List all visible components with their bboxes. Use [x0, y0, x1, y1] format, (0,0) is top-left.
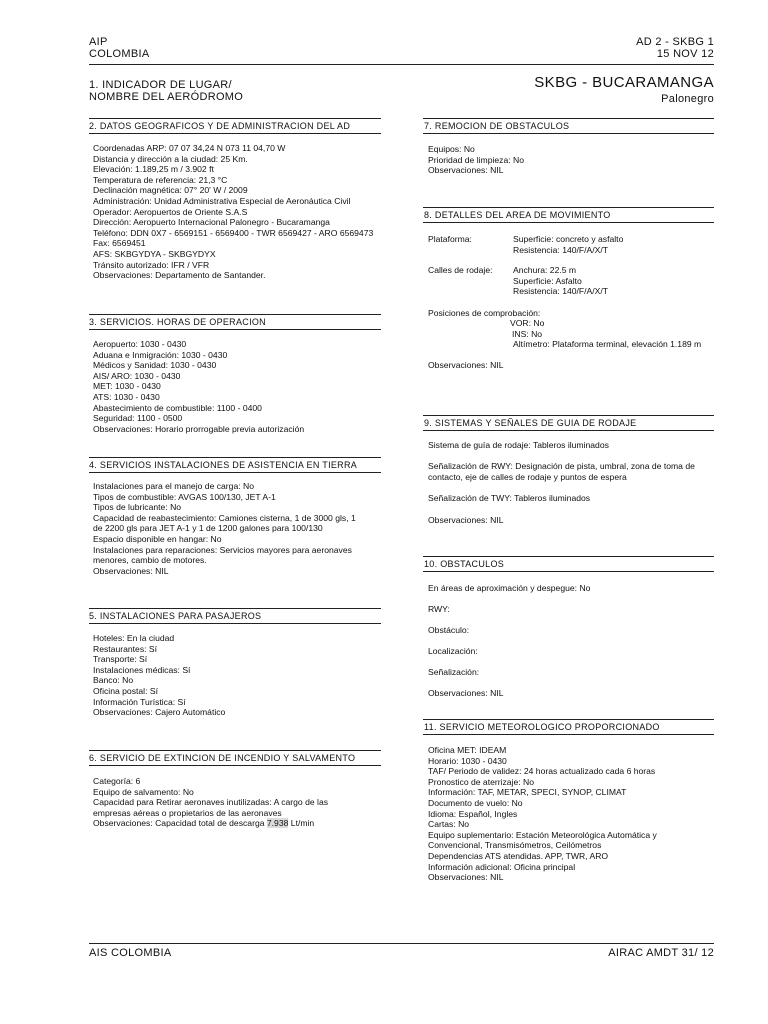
s8-altimetro: Altímetro: Plataforma terminal, elevación 1.189 m	[513, 339, 702, 350]
s4-top-rule	[89, 457, 381, 458]
location-indicator-heading	[89, 79, 243, 103]
section-6-body	[93, 776, 328, 829]
s10-line: Localización:	[428, 646, 478, 656]
s4-line: Tipos de lubricante: No	[93, 502, 182, 513]
section-11-body	[428, 745, 657, 883]
header-left	[89, 36, 149, 60]
s11-line: Convencional, Transmisómetros, Ceilómetros	[428, 840, 602, 851]
header-country: COLOMBIA	[89, 48, 150, 60]
s4-line: menores, cambio de motores.	[93, 555, 207, 566]
s2-line: Dirección: Aeropuerto Internacional Palonegro - Bucaramanga	[93, 217, 330, 228]
s8-bottom-rule	[423, 222, 714, 223]
s3-line: Médicos y Sanidad: 1030 - 0430	[93, 360, 217, 371]
s11-line: Cartas: No	[428, 819, 470, 830]
s2-line: Fax: 6569451	[93, 238, 146, 249]
s5-line: Restaurantes: Sí	[93, 643, 158, 654]
s11-line: Horario: 1030 - 0430	[428, 755, 507, 766]
section-7-body	[428, 144, 524, 176]
s2-line: Teléfono: DDN 0X7 - 6569151 - 6569400 - TWR 6569427 - ARO 6569473	[93, 227, 374, 238]
s2-line: Tránsito autorizado: IFR / VFR	[93, 259, 210, 270]
s3-line: Aeropuerto: 1030 - 0430	[93, 339, 187, 349]
s5-line: Instalaciones médicas: Sí	[93, 664, 191, 675]
s2-top-rule	[89, 118, 381, 119]
s11-line: Idioma: Español, Ingles	[428, 808, 518, 819]
s2-line: AFS: SKBGYDYA - SKBGYDYX	[93, 248, 216, 259]
s2-line: Distancia y dirección a la ciudad: 25 Km.	[93, 153, 248, 164]
s3-bottom-rule	[89, 329, 381, 330]
s5-line: Información Turística: Sí	[93, 696, 186, 707]
s2-line: Observaciones: Departamento de Santander.	[93, 270, 266, 281]
aerodrome-name: Palonegro	[661, 93, 714, 105]
s9-rwy-line2: contacto, eje de calles de rodaje y puntos de espera	[428, 471, 627, 482]
header-date: 15 NOV 12	[656, 48, 714, 60]
s6-line: empresas aéreas o propietarios de las aeronaves	[93, 807, 282, 818]
section-11-title: 11. SERVICIO METEOROLOGICO PROPORCIONADO	[424, 722, 660, 732]
s2-line: Elevación: 1.189,25 m / 3.902 ft	[93, 164, 214, 175]
s7-bottom-rule	[423, 133, 714, 134]
location-indicator-line1: 1. INDICADOR DE LUGAR/	[89, 79, 232, 91]
s2-line: Operador: Aeropuertos de Oriente S.A.S	[93, 206, 248, 217]
s6-line: Capacidad para Retirar aeronaves inutilizadas: A cargo de las	[93, 797, 329, 808]
section-9-title: 9. SISTEMAS Y SEÑALES DE GUIA DE RODAJE	[424, 418, 637, 428]
s2-bottom-rule	[89, 133, 381, 134]
s3-top-rule	[89, 314, 381, 315]
s9-bottom-rule	[423, 430, 714, 431]
section-8-title: 8. DETALLES DEL AREA DE MOVIMIENTO	[424, 210, 611, 220]
s11-line: Oficina MET: IDEAM	[428, 745, 507, 755]
s4-line: Instalaciones para el manejo de carga: No	[93, 481, 254, 491]
section-2-body	[93, 143, 373, 281]
aerodrome-code-title: SKBG - BUCARAMANGA	[534, 74, 714, 91]
s4-line: Observaciones: NIL	[93, 565, 169, 576]
s10-bottom-rule	[423, 571, 714, 572]
section-5-title: 5. INSTALACIONES PARA PASAJEROS	[89, 611, 262, 621]
section-7-title: 7. REMOCION DE OBSTACULOS	[424, 121, 570, 131]
section-6-title: 6. SERVICIO DE EXTINCION DE INCENDIO Y SALVAMENTO	[89, 753, 356, 763]
s8-calles-surface: Superficie: Asfalto	[513, 275, 582, 286]
s8-ins: INS: No	[512, 328, 543, 339]
s3-line: ATS: 1030 - 0430	[93, 391, 160, 402]
s7-line: Prioridad de limpieza: No	[428, 154, 525, 165]
s8-plat-resist: Resistencia: 140/F/A/X/T	[513, 244, 609, 255]
s9-observations: Observaciones: NIL	[428, 515, 504, 525]
s7-line: Equipos: No	[428, 144, 475, 154]
header-right	[636, 36, 714, 60]
s3-line: Observaciones: Horario prorrogable previa autorización	[93, 423, 305, 434]
s8-plataforma-label: Plataforma:	[428, 234, 472, 244]
s4-line: Instalaciones para reparaciones: Servicios mayores para aeronaves	[93, 544, 352, 555]
footer-left: AIS COLOMBIA	[89, 947, 172, 959]
s6-obs-prefix: Observaciones: Capacidad total de descarga	[93, 818, 267, 829]
s8-plat-surface: Superficie: concreto y asfalto	[513, 234, 624, 244]
section-2-title: 2. DATOS GEOGRAFICOS Y DE ADMINISTRACION DEL AD	[89, 121, 351, 131]
s8-top-rule	[423, 207, 714, 208]
s9-guia: Sistema de guía de rodaje: Tableros iluminados	[428, 440, 609, 450]
s3-line: AIS/ ARO: 1030 - 0430	[93, 370, 181, 381]
s9-rwy-signage	[428, 461, 695, 482]
s5-line: Transporte: Sí	[93, 654, 148, 665]
s4-line: de 2200 gls para JET A-1 y 1 de 1200 galones para 100/130	[93, 523, 323, 534]
s6-observations-line	[93, 818, 328, 829]
s8-calles-width: Anchura: 22.5 m	[513, 265, 577, 275]
s10-line: Obstáculo:	[428, 625, 470, 635]
s6-obs-suffix: Lt/min	[288, 818, 315, 829]
s9-top-rule	[423, 415, 714, 416]
header-page-id: AD 2 - SKBG 1	[636, 36, 714, 48]
discharge-capacity-highlight: 7.938	[266, 818, 289, 829]
s8-calles-label: Calles de rodaje:	[428, 265, 493, 275]
s11-top-rule	[423, 719, 714, 720]
s4-line: Tipos de combustible: AVGAS 100/130, JET A-1	[93, 491, 276, 502]
s11-line: Pronostico de aterrizaje: No	[428, 776, 535, 787]
s5-bottom-rule	[89, 623, 381, 624]
s8-vor: VOR: No	[510, 318, 545, 328]
s8-calles-resist: Resistencia: 140/F/A/X/T	[513, 286, 609, 297]
section-3-body	[93, 339, 304, 434]
s3-line: Abastecimiento de combustible: 1100 - 0400	[93, 402, 262, 413]
footer-right: AIRAC AMDT 31/ 12	[608, 947, 714, 959]
s2-line: Declinación magnética: 07° 20' W / 2009	[93, 185, 248, 196]
s3-line: MET: 1030 - 0430	[93, 381, 161, 392]
s2-line: Administración: Unidad Administrativa Especial de Aeronáutica Civil	[93, 195, 351, 206]
s7-line: Observaciones: NIL	[428, 165, 504, 176]
s11-line: TAF/ Periodo de validez: 24 horas actualizado cada 6 horas	[428, 766, 656, 777]
s2-line: Temperatura de referencia: 21,3 °C	[93, 174, 228, 185]
s11-line: Información: TAF, METAR, SPECI, SYNOP, CLIMAT	[428, 787, 627, 798]
s6-line: Categoría: 6	[93, 776, 141, 786]
s8-plataforma-values	[513, 234, 623, 255]
header-rule	[89, 64, 714, 65]
s10-line: En áreas de aproximación y despegue: No	[428, 583, 591, 593]
s11-line: Documento de vuelo: No	[428, 797, 523, 808]
footer-rule	[89, 943, 714, 944]
location-indicator-line2: NOMBRE DEL AERÓDROMO	[89, 91, 244, 103]
s3-line: Aduana e Inmigración: 1030 - 0430	[93, 349, 228, 360]
s5-line: Oficina postal: Sí	[93, 685, 158, 696]
s8-posiciones-values	[510, 318, 701, 350]
s10-top-rule	[423, 556, 714, 557]
s11-line: Observaciones: NIL	[428, 872, 504, 883]
s4-line: Capacidad de reabastecimiento: Camiones cisterna, 1 de 3000 gls, 1	[93, 512, 356, 523]
s4-bottom-rule	[89, 472, 381, 473]
section-3-title: 3. SERVICIOS. HORAS DE OPERACION	[89, 317, 266, 327]
s9-rwy-line1: Señalización de RWY: Designación de pista, umbral, zona de toma de	[428, 461, 695, 471]
header-aip: AIP	[89, 36, 108, 48]
s10-line: Señalización:	[428, 667, 480, 677]
s4-line: Espacio disponible en hangar: No	[93, 533, 222, 544]
s8-posiciones-label: Posiciones de comprobación:	[428, 308, 541, 318]
s5-top-rule	[89, 608, 381, 609]
section-10-title: 10. OBSTACULOS	[424, 559, 505, 569]
s11-bottom-rule	[423, 734, 714, 735]
s5-line: Banco: No	[93, 675, 134, 686]
s8-observations: Observaciones: NIL	[428, 360, 504, 370]
s10-line: Observaciones: NIL	[428, 688, 504, 698]
s5-line: Observaciones: Cajero Automático	[93, 707, 226, 718]
s2-line: Coordenadas ARP: 07 07 34,24 N 073 11 04,70 W	[93, 143, 286, 153]
s8-calles-values	[513, 265, 608, 297]
s11-line: Información adicional: Oficina principal	[428, 861, 576, 872]
s7-top-rule	[423, 118, 714, 119]
section-4-body	[93, 481, 356, 576]
s11-line: Dependencias ATS atendidas. APP, TWR, ARO	[428, 850, 609, 861]
s6-line: Equipo de salvamento: No	[93, 786, 194, 797]
s3-line: Seguridad: 1100 - 0500	[93, 413, 183, 424]
section-4-title: 4. SERVICIOS INSTALACIONES DE ASISTENCIA EN TIERRA	[89, 460, 358, 470]
s9-twy: Señalización de TWY: Tableros iluminados	[428, 493, 591, 503]
section-5-body	[93, 633, 225, 718]
s6-top-rule	[89, 750, 381, 751]
s5-line: Hoteles: En la ciudad	[93, 633, 175, 643]
s11-line: Equipo suplementario: Estación Meteorológica Automática y	[428, 829, 657, 840]
s6-bottom-rule	[89, 765, 381, 766]
s10-line: RWY:	[428, 604, 450, 614]
